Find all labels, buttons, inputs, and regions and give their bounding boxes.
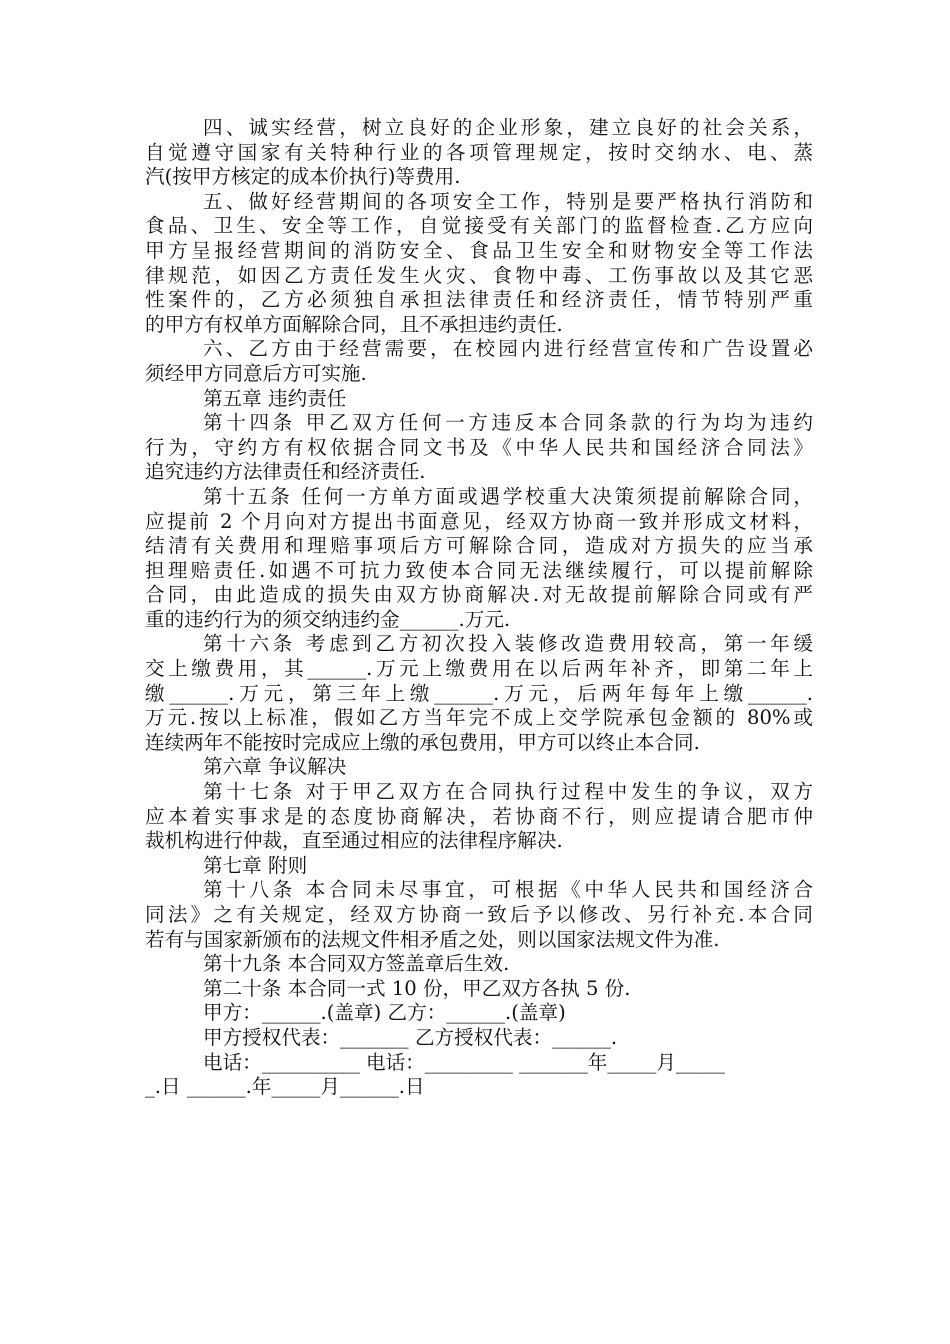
text-line: 追究违约方法律责任和经济责任. xyxy=(145,460,426,484)
text-line: 六、乙方由于经营需要，在校园内进行经营宣传和广告设置必 xyxy=(203,337,813,361)
text-line: 缴______.万元，第三年上缴______.万元，后两年每年上缴______. xyxy=(145,681,813,705)
text-line: 若有与国家新颁布的法规文件相矛盾之处，则以国家法规文件为准. xyxy=(145,927,720,951)
text-line: 第十五条 任何一方单方面或遇学校重大决策须提前解除合同， xyxy=(203,484,813,508)
text-line: 第五章 违约责任 xyxy=(203,386,347,410)
text-line: 律规范，如因乙方责任发生火灾、食物中毒、工伤事故以及其它恶 xyxy=(145,263,813,287)
text-line: 万元.按以上标准，假如乙方当年完不成上交学院承包金额的 80%或 xyxy=(145,706,813,730)
text-line: 第十四条 甲乙双方任何一方违反本合同条款的行为均为违约 xyxy=(203,411,813,435)
text-line: 结清有关费用和理赔事项后方可解除合同，造成对方损失的应当承 xyxy=(145,534,813,558)
text-line: 担理赔责任.如遇不可抗力致使本合同无法继续履行，可以提前解除 xyxy=(145,558,813,582)
text-line: 汽(按甲方核定的成本价执行)等费用. xyxy=(145,165,461,189)
text-line: 应提前 2 个月向对方提出书面意见，经双方协商一致并形成文材料， xyxy=(145,509,813,533)
text-line: 连续两年不能按时完成应上缴的承包费用，甲方可以终止本合同. xyxy=(145,730,700,754)
text-line: _.日 ______.年_____月______.日 xyxy=(145,1075,425,1099)
text-line: 性案件的，乙方必须独自承担法律责任和经济责任，情节特别严重 xyxy=(145,288,813,312)
text-line: 须经甲方同意后方可实施. xyxy=(145,361,367,385)
text-line: 行为，守约方有权依据合同文书及《中华人民共和国经济合同法》 xyxy=(145,435,813,459)
text-line: 第十七条 对于甲乙双方在合同执行过程中发生的争议，双方 xyxy=(203,780,813,804)
contract-text-body xyxy=(145,116,813,1100)
text-line: 四、诚实经营，树立良好的企业形象，建立良好的社会关系， xyxy=(203,116,813,139)
text-line: 甲方：______.(盖章) 乙方：______.(盖章) xyxy=(203,1001,566,1025)
text-line: 应本着实事求是的态度协商解决，若协商不行，则应提请合肥市仲 xyxy=(145,804,813,828)
text-line: 第六章 争议解决 xyxy=(203,755,347,779)
text-line: 第十九条 本合同双方签盖章后生效. xyxy=(203,952,510,976)
text-line: 第十六条 考虑到乙方初次投入装修改造费用较高，第一年缓 xyxy=(203,632,813,656)
text-line: 甲方授权代表：_______ 乙方授权代表：______. xyxy=(203,1025,618,1049)
text-line: 的甲方有权单方面解除合同，且不承担违约责任. xyxy=(145,312,563,336)
text-line: 食品、卫生、安全等工作，自觉接受有关部门的监督检查.乙方应向 xyxy=(145,214,813,238)
text-line: 第十八条 本合同未尽事宜，可根据《中华人民共和国经济合 xyxy=(203,878,813,902)
text-line: 第七章 附则 xyxy=(203,853,308,877)
text-line: 电话：__________ 电话：_________ _______年_____月_____ xyxy=(203,1050,725,1074)
text-line: 自觉遵守国家有关特种行业的各项管理规定，按时交纳水、电、蒸 xyxy=(145,140,813,164)
text-line: 重的违约行为的须交纳违约金______.万元. xyxy=(145,607,511,631)
text-line: 第二十条 本合同一式 10 份，甲乙双方各执 5 份. xyxy=(203,976,631,1000)
text-line: 交上缴费用，其______.万元上缴费用在以后两年补齐，即第二年上 xyxy=(145,657,813,681)
text-line: 甲方呈报经营期间的消防安全、食品卫生安全和财物安全等工作法 xyxy=(145,238,813,262)
text-line: 裁机构进行仲裁，直至通过相应的法律程序解决. xyxy=(145,829,563,853)
text-line: 合同，由此造成的损失由双方协商解决.对无故提前解除合同或有严 xyxy=(145,583,813,607)
contract-page xyxy=(145,116,813,1100)
text-line: 同法》之有关规定，经双方协商一致后予以修改、另行补充.本合同 xyxy=(145,903,813,926)
text-line: 五、做好经营期间的各项安全工作，特别是要严格执行消防和 xyxy=(203,189,813,213)
